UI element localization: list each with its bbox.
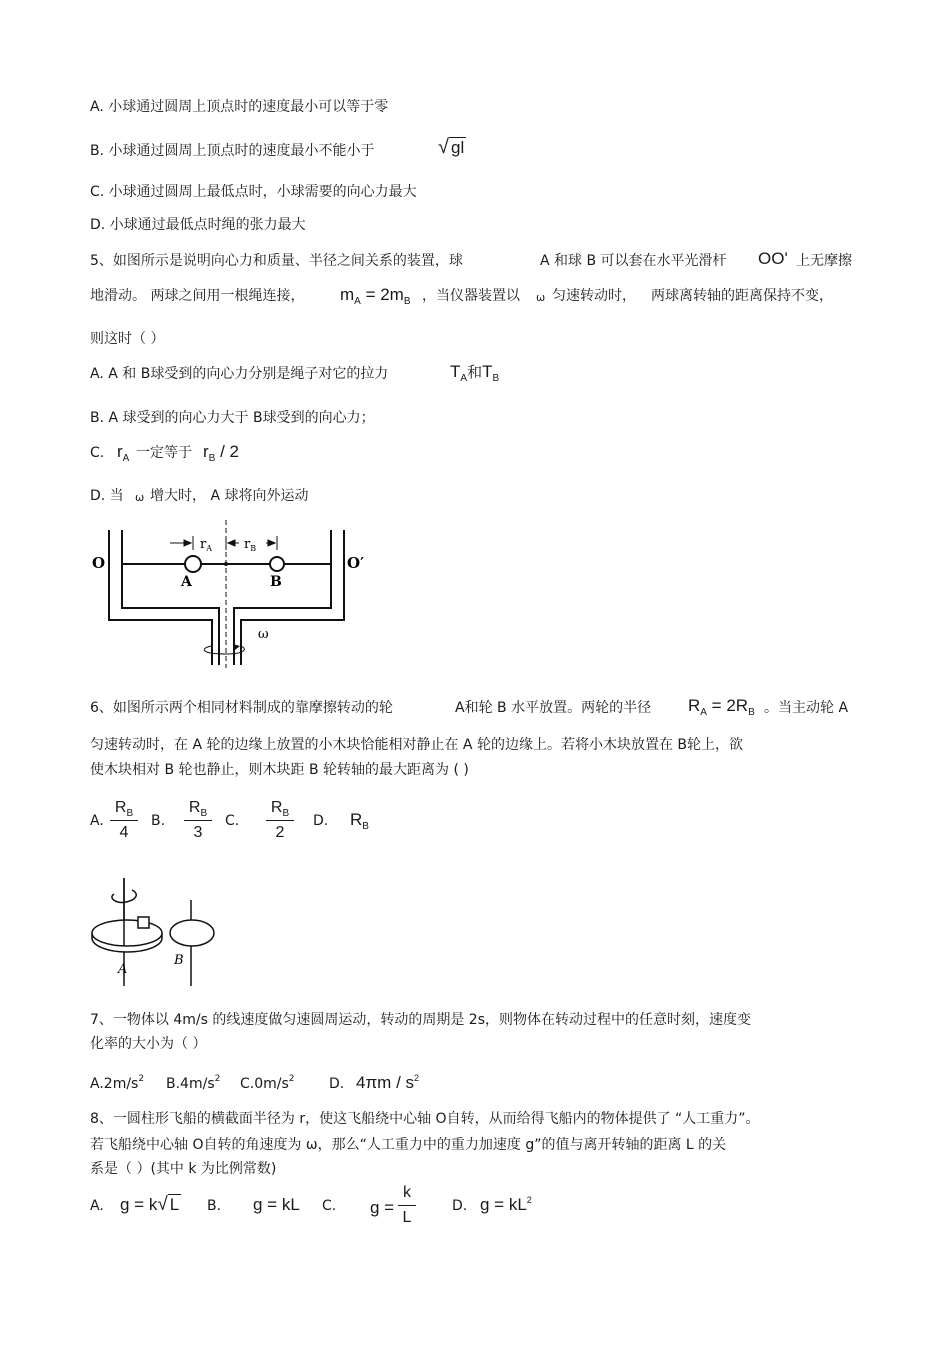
- q5-mass-relation: $m_A = 2m_B$: [340, 285, 411, 307]
- q8-option-c-lhs: g =: [370, 1198, 395, 1217]
- q4-option-b: B. 小球通过圆周上顶点时的速度最小不能小于: [90, 143, 375, 159]
- q5-option-a-formula: $T_A$和$T_B$: [450, 362, 500, 384]
- q5-stem-line2b: ，当仪器装置以: [422, 288, 520, 304]
- wheel-b-label: B: [174, 953, 184, 968]
- q5-option-d-text: 增大时， A 球将向外运动: [150, 488, 309, 504]
- q5-stem-line2c: 匀速转动时，: [552, 288, 636, 304]
- q7-stem-line2: 化率的大小为（ ）: [90, 1036, 207, 1052]
- q8-stem-line3: 系是（ ）(其中 k 为比例常数): [90, 1161, 277, 1177]
- label-omega: ω: [258, 627, 269, 642]
- label-ra: $r_A$: [200, 537, 212, 553]
- q7-stem-line1: 7、一物体以 4m/s 的线速度做匀速圆周运动，转动的周期是 2s，则物体在转动过程中的任意时刻，速度变: [90, 1012, 752, 1028]
- q6-radius-relation: $R_A = 2R_B$: [688, 696, 755, 718]
- q4-option-b-formula: √ gl: [438, 136, 465, 158]
- q8-option-a-formula: g = k√ L: [120, 1194, 180, 1215]
- container-outer-right: [241, 530, 344, 665]
- q4-option-d: D. 小球通过最低点时绳的张力最大: [90, 217, 306, 233]
- wheel-a-label: A: [118, 962, 128, 977]
- q5-stem-line3: 则这时（ ）: [90, 331, 165, 347]
- q5-stem-line1b: A 和球 B 可以套在水平光滑杆: [540, 253, 727, 269]
- q6-stem-line2: 匀速转动时，在 A 轮的边缘上放置的小木块恰能相对静止在 A 轮的边缘上。若将小木块放置在 B轮上，欲: [90, 737, 744, 753]
- q7-option-a: $A.2m/s^2$: [90, 1074, 145, 1092]
- q8-option-d-formula: $g = kL^2$: [480, 1195, 532, 1214]
- q5-option-c-text: 一定等于: [136, 445, 192, 461]
- q5-option-d-omega: ω: [135, 491, 145, 504]
- ball-b: [270, 557, 284, 571]
- sqrt-content: gl: [450, 138, 465, 157]
- q5-stem-line2d: 两球离转轴的距离保持不变，: [651, 288, 833, 304]
- q6-stem-line1a: 6、如图所示两个相同材料制成的靠摩擦转动的轮: [90, 700, 393, 716]
- q8-option-b-label: B.: [207, 1198, 222, 1214]
- q5-option-d-label: D. 当: [90, 488, 124, 504]
- q8-option-c-label: C.: [322, 1198, 337, 1214]
- q6-stem-line1b: A和轮 B 水平放置。两轮的半径: [455, 700, 652, 716]
- label-o-prime: O′: [347, 554, 365, 572]
- q5-apparatus-diagram: [88, 520, 378, 670]
- wheel-a: [92, 920, 162, 946]
- q6-option-d-value: $R_B$: [350, 810, 369, 832]
- q7-option-d-value: $4\pi m / s^2$: [356, 1073, 420, 1092]
- q5-option-c-rb: $r_B / 2$: [203, 442, 239, 464]
- q5-option-b: B. A 球受到的向心力大于 B球受到的向心力；: [90, 410, 375, 426]
- axis-center-dot: [224, 562, 228, 566]
- q6-option-a-fraction: $R_B$ 4: [110, 799, 138, 842]
- q6-option-c-fraction: $R_B$ 2: [266, 799, 294, 842]
- label-b: B: [270, 574, 282, 590]
- q5-stem-line2a: 地滑动。 两球之间用一根绳连接，: [90, 288, 305, 304]
- q5-stem-line1c: 上无摩擦: [796, 253, 852, 269]
- label-rb: $r_B$: [244, 537, 257, 553]
- q8-stem-line1: 8、一圆柱形飞船的横截面半径为 r，使这飞船绕中心轴 O自转，从而给得飞船内的物体提供了 “人工重力”。: [90, 1111, 760, 1127]
- q7-option-b: $B.4m/s^2$: [166, 1074, 221, 1092]
- q8-option-d-label: D.: [452, 1198, 468, 1214]
- wheel-b: [170, 920, 214, 946]
- q7-option-d-label: D.: [329, 1076, 345, 1092]
- q5-rod-label: OO': [758, 249, 788, 268]
- q8-option-b-formula: g = kL: [253, 1195, 300, 1214]
- q6-option-b-fraction: $R_B$ 3: [184, 799, 212, 842]
- q8-option-a-label: A.: [90, 1198, 104, 1214]
- q5-option-c-ra: $r_A$: [117, 442, 130, 464]
- q8-option-c-fraction: k L: [398, 1184, 416, 1227]
- q5-option-a: A. A 和 B球受到的向心力分别是绳子对它的拉力: [90, 366, 389, 382]
- q5-option-c-label: C.: [90, 445, 105, 461]
- label-a: A: [181, 574, 192, 590]
- q6-stem-line1c: 。当主动轮 A: [764, 700, 849, 716]
- q4-option-c: C. 小球通过圆周上最低点时，小球需要的向心力最大: [90, 184, 417, 200]
- q8-stem-line2: 若飞船绕中心轴 O自转的角速度为 ω，那么“人工重力中的重力加速度 g”的值与离开转轴的距离 L 的关: [90, 1137, 727, 1153]
- label-o: O: [92, 554, 106, 572]
- small-wooden-block: [138, 917, 149, 928]
- q5-stem-line1a: 5、如图所示是说明向心力和质量、半径之间关系的装置，球: [90, 253, 463, 269]
- q7-option-c: $C.0m/s^2$: [240, 1074, 295, 1092]
- q4-option-a: A. 小球通过圆周上顶点时的速度最小可以等于零: [90, 99, 389, 115]
- container-outer-left: [109, 530, 212, 665]
- q6-option-c-label: C.: [225, 813, 240, 829]
- q5-omega: ω: [536, 291, 546, 304]
- q6-wheels-diagram: [88, 878, 218, 993]
- q6-option-b-label: B.: [151, 813, 166, 829]
- ball-a: [185, 556, 201, 572]
- q6-option-a-label: A.: [90, 813, 104, 829]
- q6-stem-line3: 使木块相对 B 轮也静止，则木块距 B 轮转轴的最大距离为 ( ): [90, 762, 469, 778]
- q6-option-d-label: D.: [313, 813, 329, 829]
